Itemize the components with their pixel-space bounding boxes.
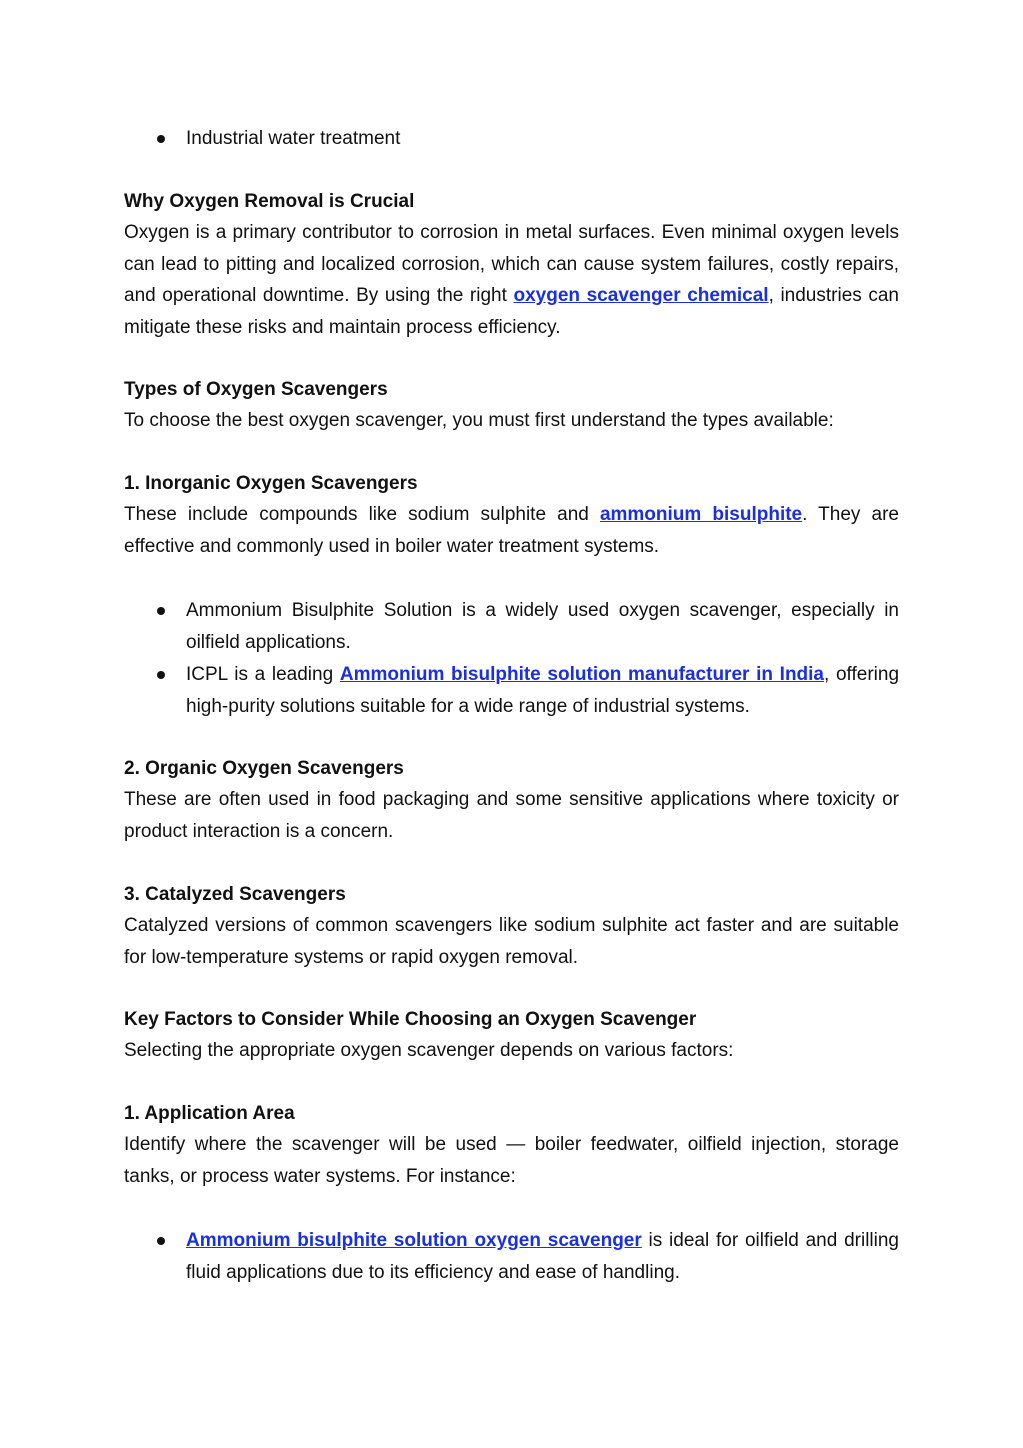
heading-why-oxygen-removal: Why Oxygen Removal is Crucial bbox=[124, 191, 415, 212]
paragraph-catalyzed: Catalyzed versions of common scavengers like sodium sulphite act faster and are suitable for low-temperature systems or rapid oxygen removal. bbox=[124, 915, 899, 968]
heading-types: Types of Oxygen Scavengers bbox=[124, 379, 388, 400]
paragraph-key-factors: Selecting the appropriate oxygen scavenger depends on various factors: bbox=[124, 1040, 734, 1061]
paragraph-application-area: Identify where the scavenger will be used — boiler feedwater, oilfield injection, storage tanks, or process water systems. For instance: bbox=[124, 1134, 899, 1187]
link-oxygen-scavenger-chemical[interactable]: oxygen scavenger chemical bbox=[513, 285, 769, 306]
paragraph-organic: These are often used in food packaging and some sensitive applications where toxicity or product interaction is a concern. bbox=[124, 789, 899, 842]
paragraph-why-oxygen-removal bbox=[124, 217, 899, 343]
paragraph-text: Oxygen is a primary contributor to corrosion in metal surfaces. Even minimal oxygen levels can lead to pitting and localized corrosion, which can cause system failures, costly repairs, and operational downtime. By using the right bbox=[124, 222, 899, 306]
list-item-text: ICPL is a leading bbox=[186, 664, 340, 685]
heading-organic: 2. Organic Oxygen Scavengers bbox=[124, 758, 404, 779]
bullet-icon bbox=[155, 595, 167, 627]
list-item bbox=[186, 1225, 899, 1288]
paragraph-types: To choose the best oxygen scavenger, you must first understand the types available: bbox=[124, 410, 834, 431]
paragraph-text: These include compounds like sodium sulphite and bbox=[124, 504, 600, 525]
list-item: Ammonium Bisulphite Solution is a widely used oxygen scavenger, especially in oilfield applications. bbox=[186, 600, 899, 653]
paragraph-text: . They are effective and commonly used in boiler water treatment systems. bbox=[124, 504, 899, 557]
bullet-icon bbox=[155, 123, 167, 155]
list-item: Industrial water treatment bbox=[186, 128, 401, 149]
paragraph-inorganic bbox=[124, 499, 899, 562]
heading-application-area: 1. Application Area bbox=[124, 1103, 295, 1124]
link-ammonium-bisulphite[interactable]: ammonium bisulphite bbox=[599, 504, 803, 525]
link-ammonium-bisulphite-oxygen-scavenger[interactable]: Ammonium bisulphite solution oxygen scavenger bbox=[186, 1230, 642, 1251]
heading-key-factors: Key Factors to Consider While Choosing an Oxygen Scavenger bbox=[124, 1009, 697, 1030]
bullet-icon bbox=[155, 659, 167, 691]
list-item-text: is ideal for oilfield and drilling fluid applications due to its efficiency and ease of handling. bbox=[186, 1230, 899, 1283]
heading-inorganic: 1. Inorganic Oxygen Scavengers bbox=[124, 473, 418, 494]
paragraph-text: , industries can mitigate these risks and maintain process efficiency. bbox=[124, 285, 899, 338]
bullet-icon bbox=[155, 1225, 167, 1257]
list-item bbox=[186, 659, 899, 722]
list-item-text: , offering high-purity solutions suitable for a wide range of industrial systems. bbox=[186, 664, 900, 717]
heading-catalyzed: 3. Catalyzed Scavengers bbox=[124, 884, 346, 905]
link-ammonium-bisulphite-manufacturer[interactable]: Ammonium bisulphite solution manufacturer in India bbox=[339, 664, 825, 685]
